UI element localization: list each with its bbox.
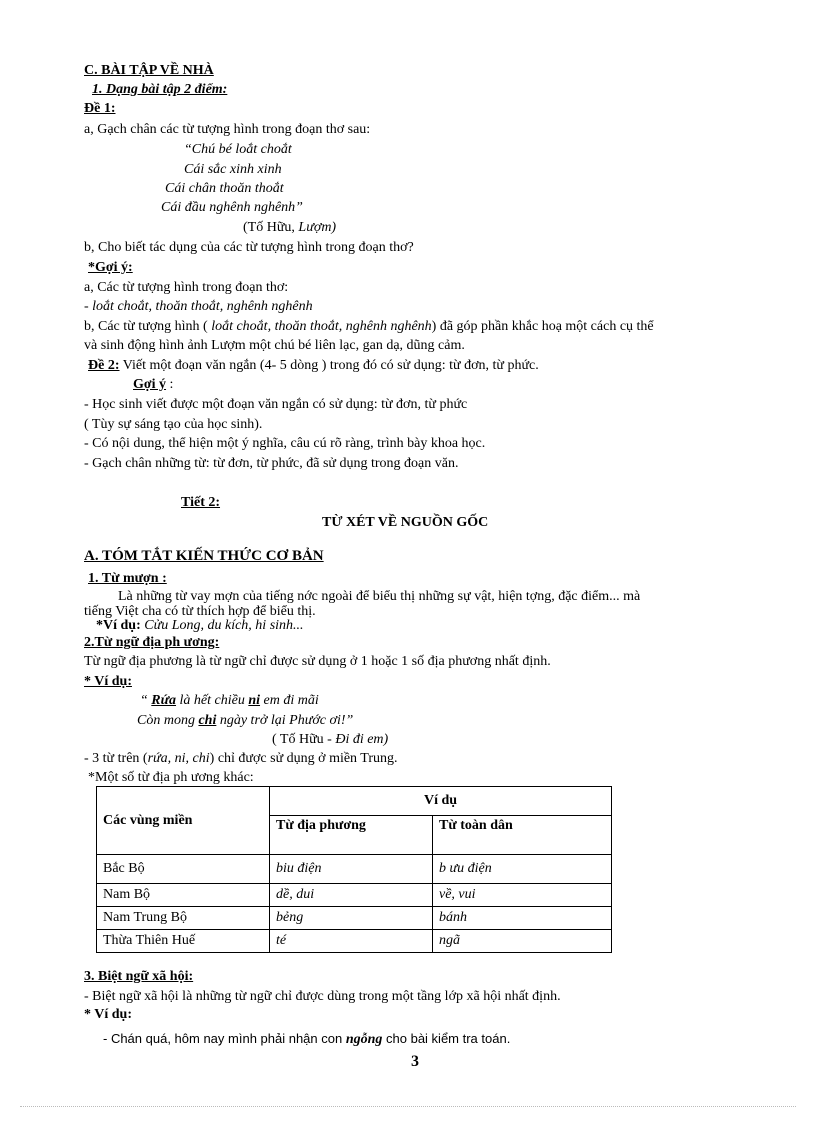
item2-example-label: * Ví dụ: (84, 674, 132, 689)
dialect-table (96, 786, 612, 953)
hint2-line-4: - Gạch chân những từ: từ đơn, từ phức, đã sử dụng trong đoạn văn. (84, 456, 459, 471)
hint-a: a, Các từ tượng hình trong đoạn thơ: (84, 280, 289, 295)
hint2-label: Gợi ý : (133, 377, 174, 392)
item2-text: Từ ngữ địa phương là từ ngữ chỉ được sử dụng ở 1 hoặc 1 số địa phương nhất định. (84, 654, 551, 669)
hint2-line-2: ( Tùy sự sáng tạo của học sinh). (84, 417, 263, 432)
cell-local: dề, dui (270, 884, 433, 907)
de1-question-a: a, Gạch chân các từ tượng hình trong đoạn thơ sau: (84, 122, 371, 137)
de2-line: Đề 2: Viết một đoạn văn ngắn (4- 5 dòng ) trong đó có sử dụng: từ đơn, từ phức. (88, 358, 539, 373)
hint-b-line-2: và sinh động hình ảnh Lượm một chú bé liên lạc, gan dạ, dũng cảm. (84, 338, 465, 353)
poem2-line-2: Còn mong chi ngày trở lại Phước ơi!” (137, 713, 354, 728)
table-row (97, 884, 612, 907)
table-row (97, 855, 612, 884)
lesson-label: Tiết 2: (181, 495, 221, 510)
cell-region: Nam Bộ (97, 884, 270, 907)
section-a-heading: A. TÓM TẮT KIẾN THỨC CƠ BẢN (84, 548, 324, 564)
header-national: Từ toàn dân (433, 816, 612, 855)
hint2-line-1: - Học sinh viết được một đoạn văn ngắn có sử dụng: từ đơn, từ phức (84, 397, 468, 412)
page-divider (20, 1106, 796, 1107)
poem-line-2: Cái sắc xinh xinh (184, 162, 282, 177)
cell-region: Thừa Thiên Huế (97, 930, 270, 953)
lesson-title: TỪ XÉT VỀ NGUỒN GỐC (322, 515, 489, 530)
cell-national: ngã (433, 930, 612, 953)
de1-question-b: b, Cho biết tác dụng của các từ tượng hình trong đoạn thơ? (84, 240, 414, 255)
table-row (97, 907, 612, 930)
section-c-subheading: 1. Dạng bài tập 2 điểm: (92, 82, 228, 97)
cell-national: bánh (433, 907, 612, 930)
table-row (97, 930, 612, 953)
item2-label: 2.Từ ngữ địa ph ương: (84, 635, 220, 650)
page-number: 3 (411, 1053, 419, 1070)
cell-national: b ưu điện (433, 855, 612, 884)
poem-line-1: “Chú bé loắt choắt (184, 142, 292, 157)
cell-local: bẻng (270, 907, 433, 930)
hint-label: *Gợi ý: (88, 260, 133, 275)
item2-note: - 3 từ trên (rứa, ni, chi) chỉ được sử dụng ở miền Trung. (84, 751, 398, 766)
de1-label: Đề 1: (84, 101, 116, 116)
poem-line-3: Cái chân thoăn thoắt (165, 181, 284, 196)
item3-label: 3. Biệt ngữ xã hội: (84, 969, 194, 984)
item1-text-2: tiếng Việt cha có từ thích hợp để biểu thị. (84, 604, 316, 619)
section-c-heading: C. BÀI TẬP VỀ NHÀ (84, 63, 214, 78)
item1-label: 1. Từ mượn : (88, 571, 167, 586)
item1-example: *Ví dụ: Cửu Long, du kích, hi sinh... (96, 618, 304, 633)
poem2-source: ( Tố Hữu - Đi đi em) (272, 732, 389, 747)
item1-text-1: Là những từ vay mợn của tiếng nớc ngoài để biểu thị những sự vật, hiện tợng, đặc điểm... mà (118, 589, 641, 604)
item3-example: - Chán quá, hôm nay mình phải nhận con ngỗng cho bài kiểm tra toán. (103, 1031, 511, 1047)
cell-region: Nam Trung Bộ (97, 907, 270, 930)
poem2-line-1: “ Rứa là hết chiều ni em đi mãi (140, 693, 319, 708)
item2-other: *Một số từ địa ph ương khác: (88, 770, 254, 785)
cell-national: về, vui (433, 884, 612, 907)
item3-example-label: * Ví dụ: (84, 1007, 132, 1022)
hint-b-line-1: b, Các từ tượng hình ( loắt choắt, thoăn thoắt, nghênh nghênh) đã góp phần khắc hoạ một cách cụ thể (84, 319, 654, 334)
hint-words: - loắt choắt, thoăn thoắt, nghênh nghênh (84, 299, 313, 314)
header-example: Ví dụ (270, 787, 612, 816)
item3-text: - Biệt ngữ xã hội là những từ ngữ chỉ được dùng trong một tầng lớp xã hội nhất định. (84, 989, 561, 1004)
header-region: Các vùng miền (97, 787, 270, 855)
poem-line-4: Cái đầu nghênh nghênh” (161, 200, 303, 215)
hint2-line-3: - Có nội dung, thể hiện một ý nghĩa, câu cú rõ ràng, trình bày khoa học. (84, 436, 486, 451)
cell-local: biu điện (270, 855, 433, 884)
poem-source: (Tố Hữu, Lượm) (243, 220, 337, 235)
cell-region: Bắc Bộ (97, 855, 270, 884)
cell-local: té (270, 930, 433, 953)
header-local: Từ địa phương (270, 816, 433, 855)
